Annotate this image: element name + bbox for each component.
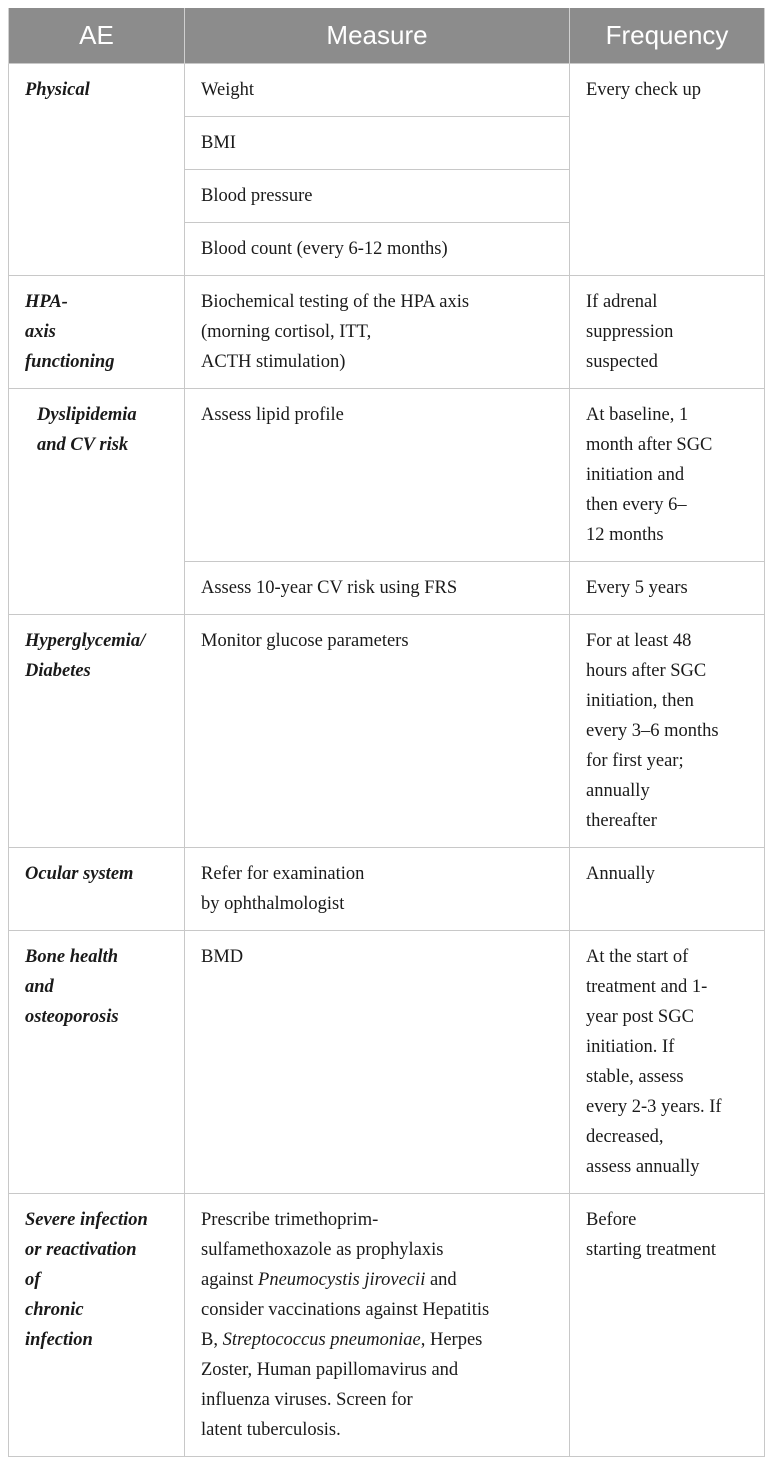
organism-name: Streptococcus pneumoniae: [222, 1330, 421, 1350]
measure-text: , Herpes Zoster, Human papillomavirus and influenza viruses. Screen for latent tuberculosis.: [201, 1330, 483, 1440]
measure-text: and consider vaccinations against Hepatitis B,: [201, 1270, 490, 1350]
measure-cell: BMD: [185, 931, 570, 1194]
table-row: [9, 848, 765, 931]
measure-text: Prescribe trimethoprim- sulfamethoxazole as prophylaxis against: [201, 1210, 444, 1290]
frequency-cell: Every 5 years: [570, 562, 765, 615]
frequency-cell: At baseline, 1 month after SGC initiation and then every 6– 12 months: [570, 389, 765, 562]
ae-cell: Bone health and osteoporosis: [9, 931, 185, 1194]
monitoring-table: [8, 8, 765, 1457]
header-measure: Measure: [185, 8, 570, 64]
table-row: [9, 276, 765, 389]
measure-cell: Assess lipid profile: [185, 389, 570, 562]
header-row: [9, 8, 765, 64]
frequency-cell: Before starting treatment: [570, 1194, 765, 1457]
measure-cell: Blood count (every 6-12 months): [185, 223, 570, 276]
ae-cell: Hyperglycemia/ Diabetes: [9, 615, 185, 848]
frequency-cell: If adrenal suppression suspected: [570, 276, 765, 389]
measure-cell: Refer for examination by ophthalmologist: [185, 848, 570, 931]
table-row: [9, 1194, 765, 1457]
measure-cell: Biochemical testing of the HPA axis (morning cortisol, ITT, ACTH stimulation): [185, 276, 570, 389]
measure-cell: Weight: [185, 64, 570, 117]
frequency-cell: Annually: [570, 848, 765, 931]
ae-cell: HPA- axis functioning: [9, 276, 185, 389]
measure-cell: Monitor glucose parameters: [185, 615, 570, 848]
frequency-cell: For at least 48 hours after SGC initiation, then every 3–6 months for first year; annually thereafter: [570, 615, 765, 848]
table-row: [9, 389, 765, 562]
frequency-cell: At the start of treatment and 1- year post SGC initiation. If stable, assess every 2-3 years. If decreased, assess annually: [570, 931, 765, 1194]
ae-cell: Physical: [9, 64, 185, 276]
measure-cell: BMI: [185, 117, 570, 170]
measure-cell: Blood pressure: [185, 170, 570, 223]
ae-cell: Dyslipidemia and CV risk: [9, 389, 185, 615]
ae-cell: Ocular system: [9, 848, 185, 931]
frequency-cell: Every check up: [570, 64, 765, 276]
ae-cell: Severe infection or reactivation of chronic infection: [9, 1194, 185, 1457]
organism-name: Pneumocystis jirovecii: [258, 1270, 426, 1290]
header-frequency: Frequency: [570, 8, 765, 64]
measure-cell: [185, 1194, 570, 1457]
header-ae: AE: [9, 8, 185, 64]
table-row: [9, 931, 765, 1194]
table-row: [9, 615, 765, 848]
table-row: [9, 64, 765, 117]
measure-cell: Assess 10-year CV risk using FRS: [185, 562, 570, 615]
